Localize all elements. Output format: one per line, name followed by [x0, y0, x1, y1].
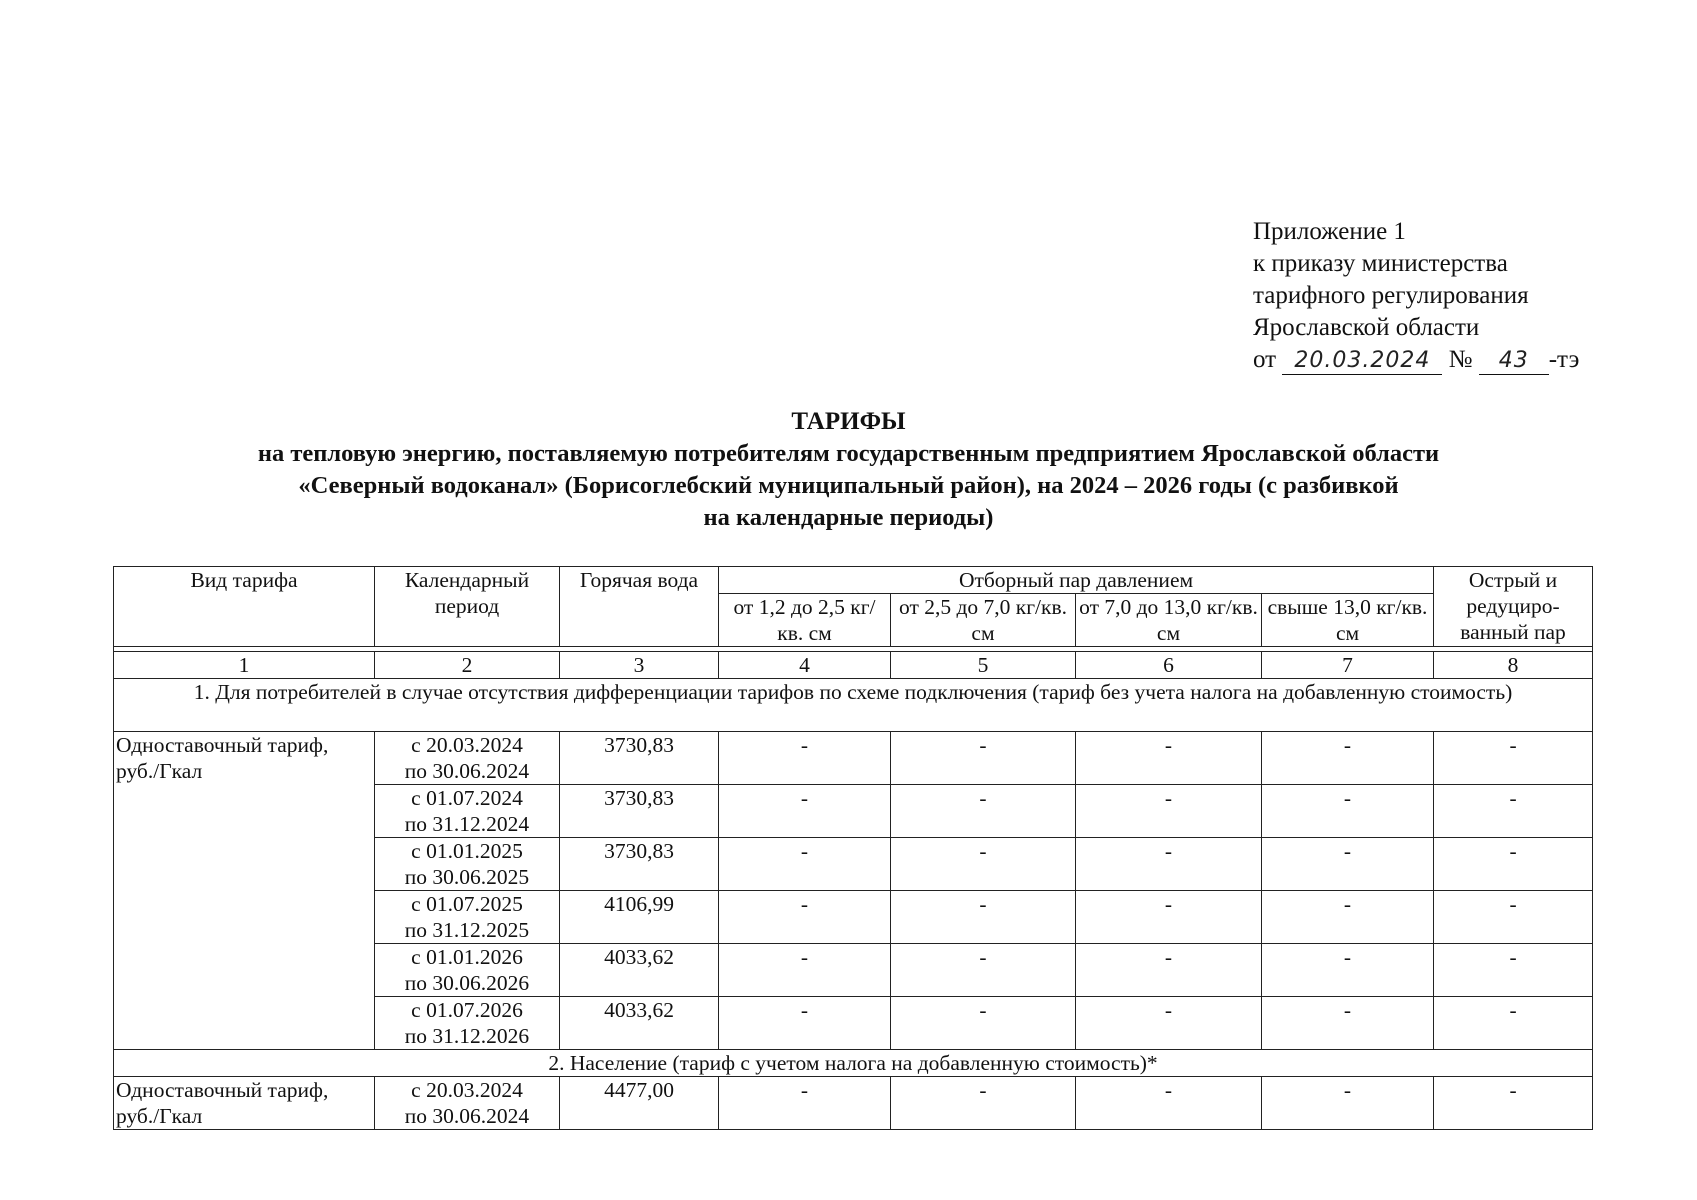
period-to: по 30.06.2025	[404, 865, 530, 889]
pressure-2-value: -	[891, 997, 1076, 1050]
pressure-2-value: -	[891, 891, 1076, 944]
header-pressure-3: от 7,0 до 13,0 кг/кв. см	[1076, 594, 1262, 647]
hot-water-value: 3730,83	[560, 732, 719, 785]
period-from: с 01.07.2025	[411, 892, 523, 916]
period-cell	[375, 944, 560, 997]
pressure-2-value: -	[891, 944, 1076, 997]
pressure-1-value: -	[719, 1077, 891, 1130]
pressure-3-value: -	[1076, 891, 1262, 944]
period-to: по 31.12.2024	[404, 812, 530, 836]
header-steam: Отборный пар давлением	[719, 567, 1434, 594]
pressure-1-value: -	[719, 785, 891, 838]
header-pressure-4: свыше 13,0 кг/кв. см	[1262, 594, 1434, 647]
period-from: с 20.03.2024	[411, 733, 523, 757]
pressure-1-value: -	[719, 838, 891, 891]
col-number: 4	[719, 652, 891, 679]
period-from: с 20.03.2024	[411, 1078, 523, 1102]
pressure-4-value: -	[1262, 838, 1434, 891]
period-to: по 30.06.2024	[404, 1104, 530, 1128]
pressure-3-value: -	[1076, 1077, 1262, 1130]
period-cell	[375, 891, 560, 944]
pressure-2-value: -	[891, 785, 1076, 838]
hot-water-value: 3730,83	[560, 785, 719, 838]
period-cell	[375, 997, 560, 1050]
period-from: с 01.01.2026	[411, 945, 523, 969]
header-row-1	[114, 567, 1593, 594]
pressure-4-value: -	[1262, 732, 1434, 785]
pressure-4-value: -	[1262, 944, 1434, 997]
col-number: 7	[1262, 652, 1434, 679]
sharp-steam-value: -	[1434, 1077, 1593, 1130]
pressure-1-value: -	[719, 891, 891, 944]
section-2-title-row	[114, 1050, 1593, 1077]
title-line-3: на календарные периоды)	[703, 504, 994, 531]
sharp-steam-value: -	[1434, 838, 1593, 891]
appendix-order-line	[1253, 344, 1579, 376]
pressure-2-value: -	[891, 838, 1076, 891]
tariffs-table	[113, 566, 1593, 1130]
sharp-steam-value: -	[1434, 785, 1593, 838]
sharp-steam-value: -	[1434, 997, 1593, 1050]
col-number: 6	[1076, 652, 1262, 679]
period-cell	[375, 1077, 560, 1130]
section-1-title: 1. Для потребителей в случае отсутствия дифференциации тарифов по схеме подключения (тариф без учета налога на добавленную стоимость)	[114, 679, 1593, 732]
appendix-line-3: тарифного регулирования	[1253, 282, 1529, 309]
hot-water-value: 4033,62	[560, 944, 719, 997]
document-title	[0, 406, 1697, 534]
order-number: 43	[1479, 348, 1549, 375]
pressure-1-value: -	[719, 944, 891, 997]
col-number: 5	[891, 652, 1076, 679]
appendix-block	[1253, 216, 1579, 376]
col-number: 3	[560, 652, 719, 679]
period-to: по 30.06.2024	[404, 759, 530, 783]
appendix-line-4: Ярославской области	[1253, 314, 1480, 341]
table-row	[114, 732, 1593, 785]
pressure-2-value: -	[891, 1077, 1076, 1130]
header-sharp-steam: Острый и редуциро-ванный пар	[1434, 567, 1593, 647]
pressure-3-value: -	[1076, 785, 1262, 838]
hot-water-value: 4477,00	[560, 1077, 719, 1130]
period-from: с 01.07.2026	[411, 998, 523, 1022]
header-pressure-2: от 2,5 до 7,0 кг/кв. см	[891, 594, 1076, 647]
sharp-steam-value: -	[1434, 732, 1593, 785]
hot-water-value: 3730,83	[560, 838, 719, 891]
title-main: ТАРИФЫ	[791, 408, 906, 435]
pressure-1-value: -	[719, 732, 891, 785]
from-label: от	[1253, 346, 1277, 373]
section-1-tariff-type: Одноставочный тариф, руб./Гкал	[114, 732, 375, 1050]
order-suffix: -тэ	[1548, 346, 1580, 373]
period-cell	[375, 838, 560, 891]
pressure-1-value: -	[719, 997, 891, 1050]
hot-water-value: 4033,62	[560, 997, 719, 1050]
section-2-title: 2. Население (тариф с учетом налога на добавленную стоимость)*	[114, 1050, 1593, 1077]
header-pressure-1: от 1,2 до 2,5 кг/кв. см	[719, 594, 891, 647]
period-to: по 31.12.2025	[404, 918, 530, 942]
pressure-4-value: -	[1262, 997, 1434, 1050]
column-numbers-row	[114, 652, 1593, 679]
header-period: Календарный период	[375, 567, 560, 647]
pressure-3-value: -	[1076, 838, 1262, 891]
col-number: 8	[1434, 652, 1593, 679]
section-2-tariff-type: Одноставочный тариф, руб./Гкал	[114, 1077, 375, 1130]
period-from: с 01.01.2025	[411, 839, 523, 863]
period-cell	[375, 785, 560, 838]
pressure-4-value: -	[1262, 1077, 1434, 1130]
appendix-line-2: к приказу министерства	[1253, 250, 1508, 277]
period-cell	[375, 732, 560, 785]
pressure-4-value: -	[1262, 785, 1434, 838]
title-line-2: «Северный водоканал» (Борисоглебский муниципальный район), на 2024 – 2026 годы (с разбивкой	[298, 472, 1399, 499]
appendix-line-1: Приложение 1	[1253, 218, 1406, 245]
header-hot-water: Горячая вода	[560, 567, 719, 647]
pressure-3-value: -	[1076, 997, 1262, 1050]
hot-water-value: 4106,99	[560, 891, 719, 944]
section-1-title-row	[114, 679, 1593, 732]
period-to: по 30.06.2026	[404, 971, 530, 995]
col-number: 1	[114, 652, 375, 679]
pressure-4-value: -	[1262, 891, 1434, 944]
sharp-steam-value: -	[1434, 891, 1593, 944]
period-from: с 01.07.2024	[411, 786, 523, 810]
table-row	[114, 1077, 1593, 1130]
number-label: №	[1448, 346, 1473, 373]
title-line-1: на тепловую энергию, поставляемую потребителям государственным предприятием Ярославской области	[257, 440, 1440, 467]
period-to: по 31.12.2026	[404, 1024, 530, 1048]
order-date: 20.03.2024	[1282, 348, 1442, 375]
pressure-3-value: -	[1076, 944, 1262, 997]
col-number: 2	[375, 652, 560, 679]
header-type: Вид тарифа	[114, 567, 375, 647]
pressure-3-value: -	[1076, 732, 1262, 785]
sharp-steam-value: -	[1434, 944, 1593, 997]
pressure-2-value: -	[891, 732, 1076, 785]
